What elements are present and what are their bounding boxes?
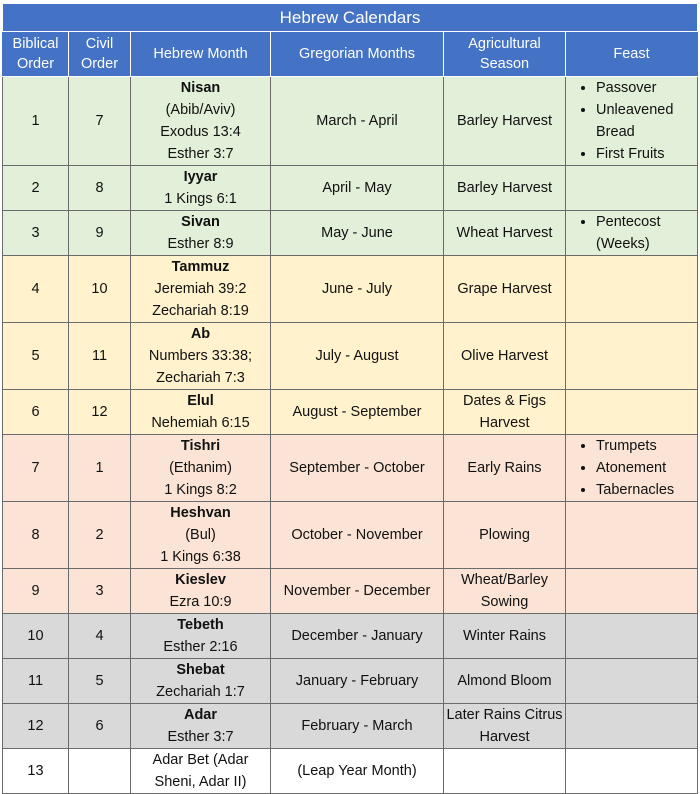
cell-gregorian-months: February - March: [271, 704, 444, 749]
month-reference: Exodus 13:4: [160, 124, 241, 140]
month-name: Tishri: [180, 438, 221, 454]
cell-hebrew-month: [131, 323, 271, 390]
cell-biblical-order: 13: [3, 749, 69, 794]
cell-agricultural-season: Plowing: [444, 502, 566, 569]
month-reference: Zechariah 1:7: [156, 684, 245, 700]
header-agricultural-season: Agricultural Season: [444, 32, 566, 77]
cell-biblical-order: 12: [3, 704, 69, 749]
cell-civil-order: 6: [69, 704, 131, 749]
cell-biblical-order: 11: [3, 659, 69, 704]
cell-gregorian-months: May - June: [271, 211, 444, 256]
cell-agricultural-season: Winter Rains: [444, 614, 566, 659]
month-name: Tebeth: [177, 617, 224, 633]
feast-item: • Unleavened Bread: [596, 99, 697, 143]
table-row: [3, 704, 698, 749]
month-reference: Adar Bet (Adar Sheni, Adar II): [152, 752, 249, 790]
month-name: Heshvan: [170, 505, 231, 521]
cell-hebrew-month: [131, 390, 271, 435]
cell-hebrew-month: [131, 502, 271, 569]
cell-gregorian-months: November - December: [271, 569, 444, 614]
cell-hebrew-month: [131, 569, 271, 614]
cell-gregorian-months: June - July: [271, 256, 444, 323]
table-row: [3, 211, 698, 256]
cell-feast: [566, 502, 698, 569]
cell-civil-order: 8: [69, 166, 131, 211]
month-reference: 1 Kings 6:38: [160, 549, 241, 565]
cell-agricultural-season: Barley Harvest: [444, 77, 566, 166]
cell-civil-order: 5: [69, 659, 131, 704]
table-row: [3, 659, 698, 704]
feast-list: [566, 211, 697, 255]
cell-hebrew-month: [131, 614, 271, 659]
cell-feast: [566, 614, 698, 659]
cell-feast: [566, 323, 698, 390]
cell-biblical-order: 6: [3, 390, 69, 435]
cell-agricultural-season: Wheat/Barley Sowing: [444, 569, 566, 614]
month-name: Sivan: [181, 214, 220, 230]
cell-agricultural-season: Olive Harvest: [444, 323, 566, 390]
feast-item: • Tabernacles: [596, 479, 697, 501]
cell-gregorian-months: March - April: [271, 77, 444, 166]
cell-hebrew-month: [131, 77, 271, 166]
table-row: [3, 323, 698, 390]
cell-agricultural-season: [444, 749, 566, 794]
cell-biblical-order: 8: [3, 502, 69, 569]
cell-gregorian-months: December - January: [271, 614, 444, 659]
table-row: [3, 390, 698, 435]
cell-civil-order: 3: [69, 569, 131, 614]
cell-biblical-order: 9: [3, 569, 69, 614]
cell-feast: [566, 659, 698, 704]
month-reference: Zechariah 7:3: [156, 370, 245, 386]
cell-agricultural-season: Early Rains: [444, 435, 566, 502]
cell-biblical-order: 10: [3, 614, 69, 659]
month-name: Kieslev: [175, 572, 226, 588]
cell-gregorian-months: (Leap Year Month): [271, 749, 444, 794]
cell-gregorian-months: July - August: [271, 323, 444, 390]
month-reference: Numbers 33:38;: [148, 348, 253, 364]
hebrew-calendar-table-wrapper: [2, 3, 697, 794]
feast-item: • First Fruits: [596, 143, 697, 165]
month-reference: Esther 2:16: [163, 639, 238, 655]
month-name: Nisan: [180, 80, 221, 96]
month-name: Tammuz: [171, 259, 230, 275]
cell-civil-order: 12: [69, 390, 131, 435]
month-reference: Jeremiah 39:2: [154, 281, 247, 297]
cell-civil-order: 7: [69, 77, 131, 166]
header-row: [3, 32, 698, 77]
cell-agricultural-season: Barley Harvest: [444, 166, 566, 211]
cell-feast: [566, 704, 698, 749]
cell-civil-order: 2: [69, 502, 131, 569]
cell-biblical-order: 2: [3, 166, 69, 211]
feast-item: • Trumpets: [596, 435, 697, 457]
header-civil-order: Civil Order: [69, 32, 131, 77]
cell-civil-order: 10: [69, 256, 131, 323]
month-reference: Esther 8:9: [167, 236, 234, 252]
cell-agricultural-season: Dates & Figs Harvest: [444, 390, 566, 435]
month-reference: Zechariah 8:19: [152, 303, 249, 319]
table-row: [3, 569, 698, 614]
month-name: Iyyar: [183, 169, 218, 185]
cell-hebrew-month: [131, 659, 271, 704]
cell-feast: [566, 166, 698, 211]
month-name: Shebat: [176, 662, 225, 678]
table-row: [3, 749, 698, 794]
month-name: Elul: [187, 393, 214, 409]
header-gregorian-months: Gregorian Months: [271, 32, 444, 77]
cell-feast: [566, 256, 698, 323]
cell-feast: [566, 569, 698, 614]
hebrew-calendar-table: [2, 3, 698, 794]
cell-hebrew-month: [131, 435, 271, 502]
cell-hebrew-month: [131, 704, 271, 749]
cell-civil-order: 11: [69, 323, 131, 390]
month-reference: Nehemiah 6:15: [151, 415, 250, 431]
month-reference: Esther 3:7: [167, 146, 234, 162]
table-body: [3, 77, 698, 794]
cell-biblical-order: 1: [3, 77, 69, 166]
cell-biblical-order: 4: [3, 256, 69, 323]
cell-hebrew-month: [131, 166, 271, 211]
header-hebrew-month: Hebrew Month: [131, 32, 271, 77]
month-reference: Ezra 10:9: [169, 594, 232, 610]
cell-hebrew-month: [131, 256, 271, 323]
cell-civil-order: 4: [69, 614, 131, 659]
cell-hebrew-month: [131, 749, 271, 794]
feast-item: • Pentecost (Weeks): [596, 211, 697, 255]
table-row: [3, 166, 698, 211]
cell-feast: [566, 435, 698, 502]
table-row: [3, 77, 698, 166]
month-reference: (Abib/Aviv): [165, 102, 236, 118]
table-title: Hebrew Calendars: [3, 4, 698, 32]
cell-agricultural-season: Later Rains Citrus Harvest: [444, 704, 566, 749]
header-feast: Feast: [566, 32, 698, 77]
feast-item: • Atonement: [596, 457, 697, 479]
cell-agricultural-season: Almond Bloom: [444, 659, 566, 704]
cell-gregorian-months: January - February: [271, 659, 444, 704]
table-row: [3, 435, 698, 502]
cell-gregorian-months: April - May: [271, 166, 444, 211]
month-reference: (Ethanim): [169, 460, 232, 476]
cell-agricultural-season: Grape Harvest: [444, 256, 566, 323]
cell-civil-order: [69, 749, 131, 794]
cell-feast: [566, 390, 698, 435]
cell-biblical-order: 3: [3, 211, 69, 256]
cell-civil-order: 1: [69, 435, 131, 502]
month-reference: 1 Kings 6:1: [164, 191, 237, 207]
feast-item: • Passover: [596, 77, 697, 99]
month-reference: 1 Kings 8:2: [164, 482, 237, 498]
header-biblical-order: Biblical Order: [3, 32, 69, 77]
month-name: Ab: [190, 326, 211, 342]
month-reference: Esther 3:7: [167, 729, 234, 745]
cell-hebrew-month: [131, 211, 271, 256]
feast-list: [566, 77, 697, 165]
cell-gregorian-months: August - September: [271, 390, 444, 435]
cell-agricultural-season: Wheat Harvest: [444, 211, 566, 256]
cell-biblical-order: 7: [3, 435, 69, 502]
cell-feast: [566, 211, 698, 256]
cell-feast: [566, 77, 698, 166]
month-name: Adar: [183, 707, 218, 723]
cell-gregorian-months: September - October: [271, 435, 444, 502]
month-reference: (Bul): [185, 527, 216, 543]
cell-civil-order: 9: [69, 211, 131, 256]
table-row: [3, 256, 698, 323]
table-row: [3, 614, 698, 659]
cell-biblical-order: 5: [3, 323, 69, 390]
feast-list: [566, 435, 697, 501]
table-row: [3, 502, 698, 569]
cell-feast: [566, 749, 698, 794]
cell-gregorian-months: October - November: [271, 502, 444, 569]
